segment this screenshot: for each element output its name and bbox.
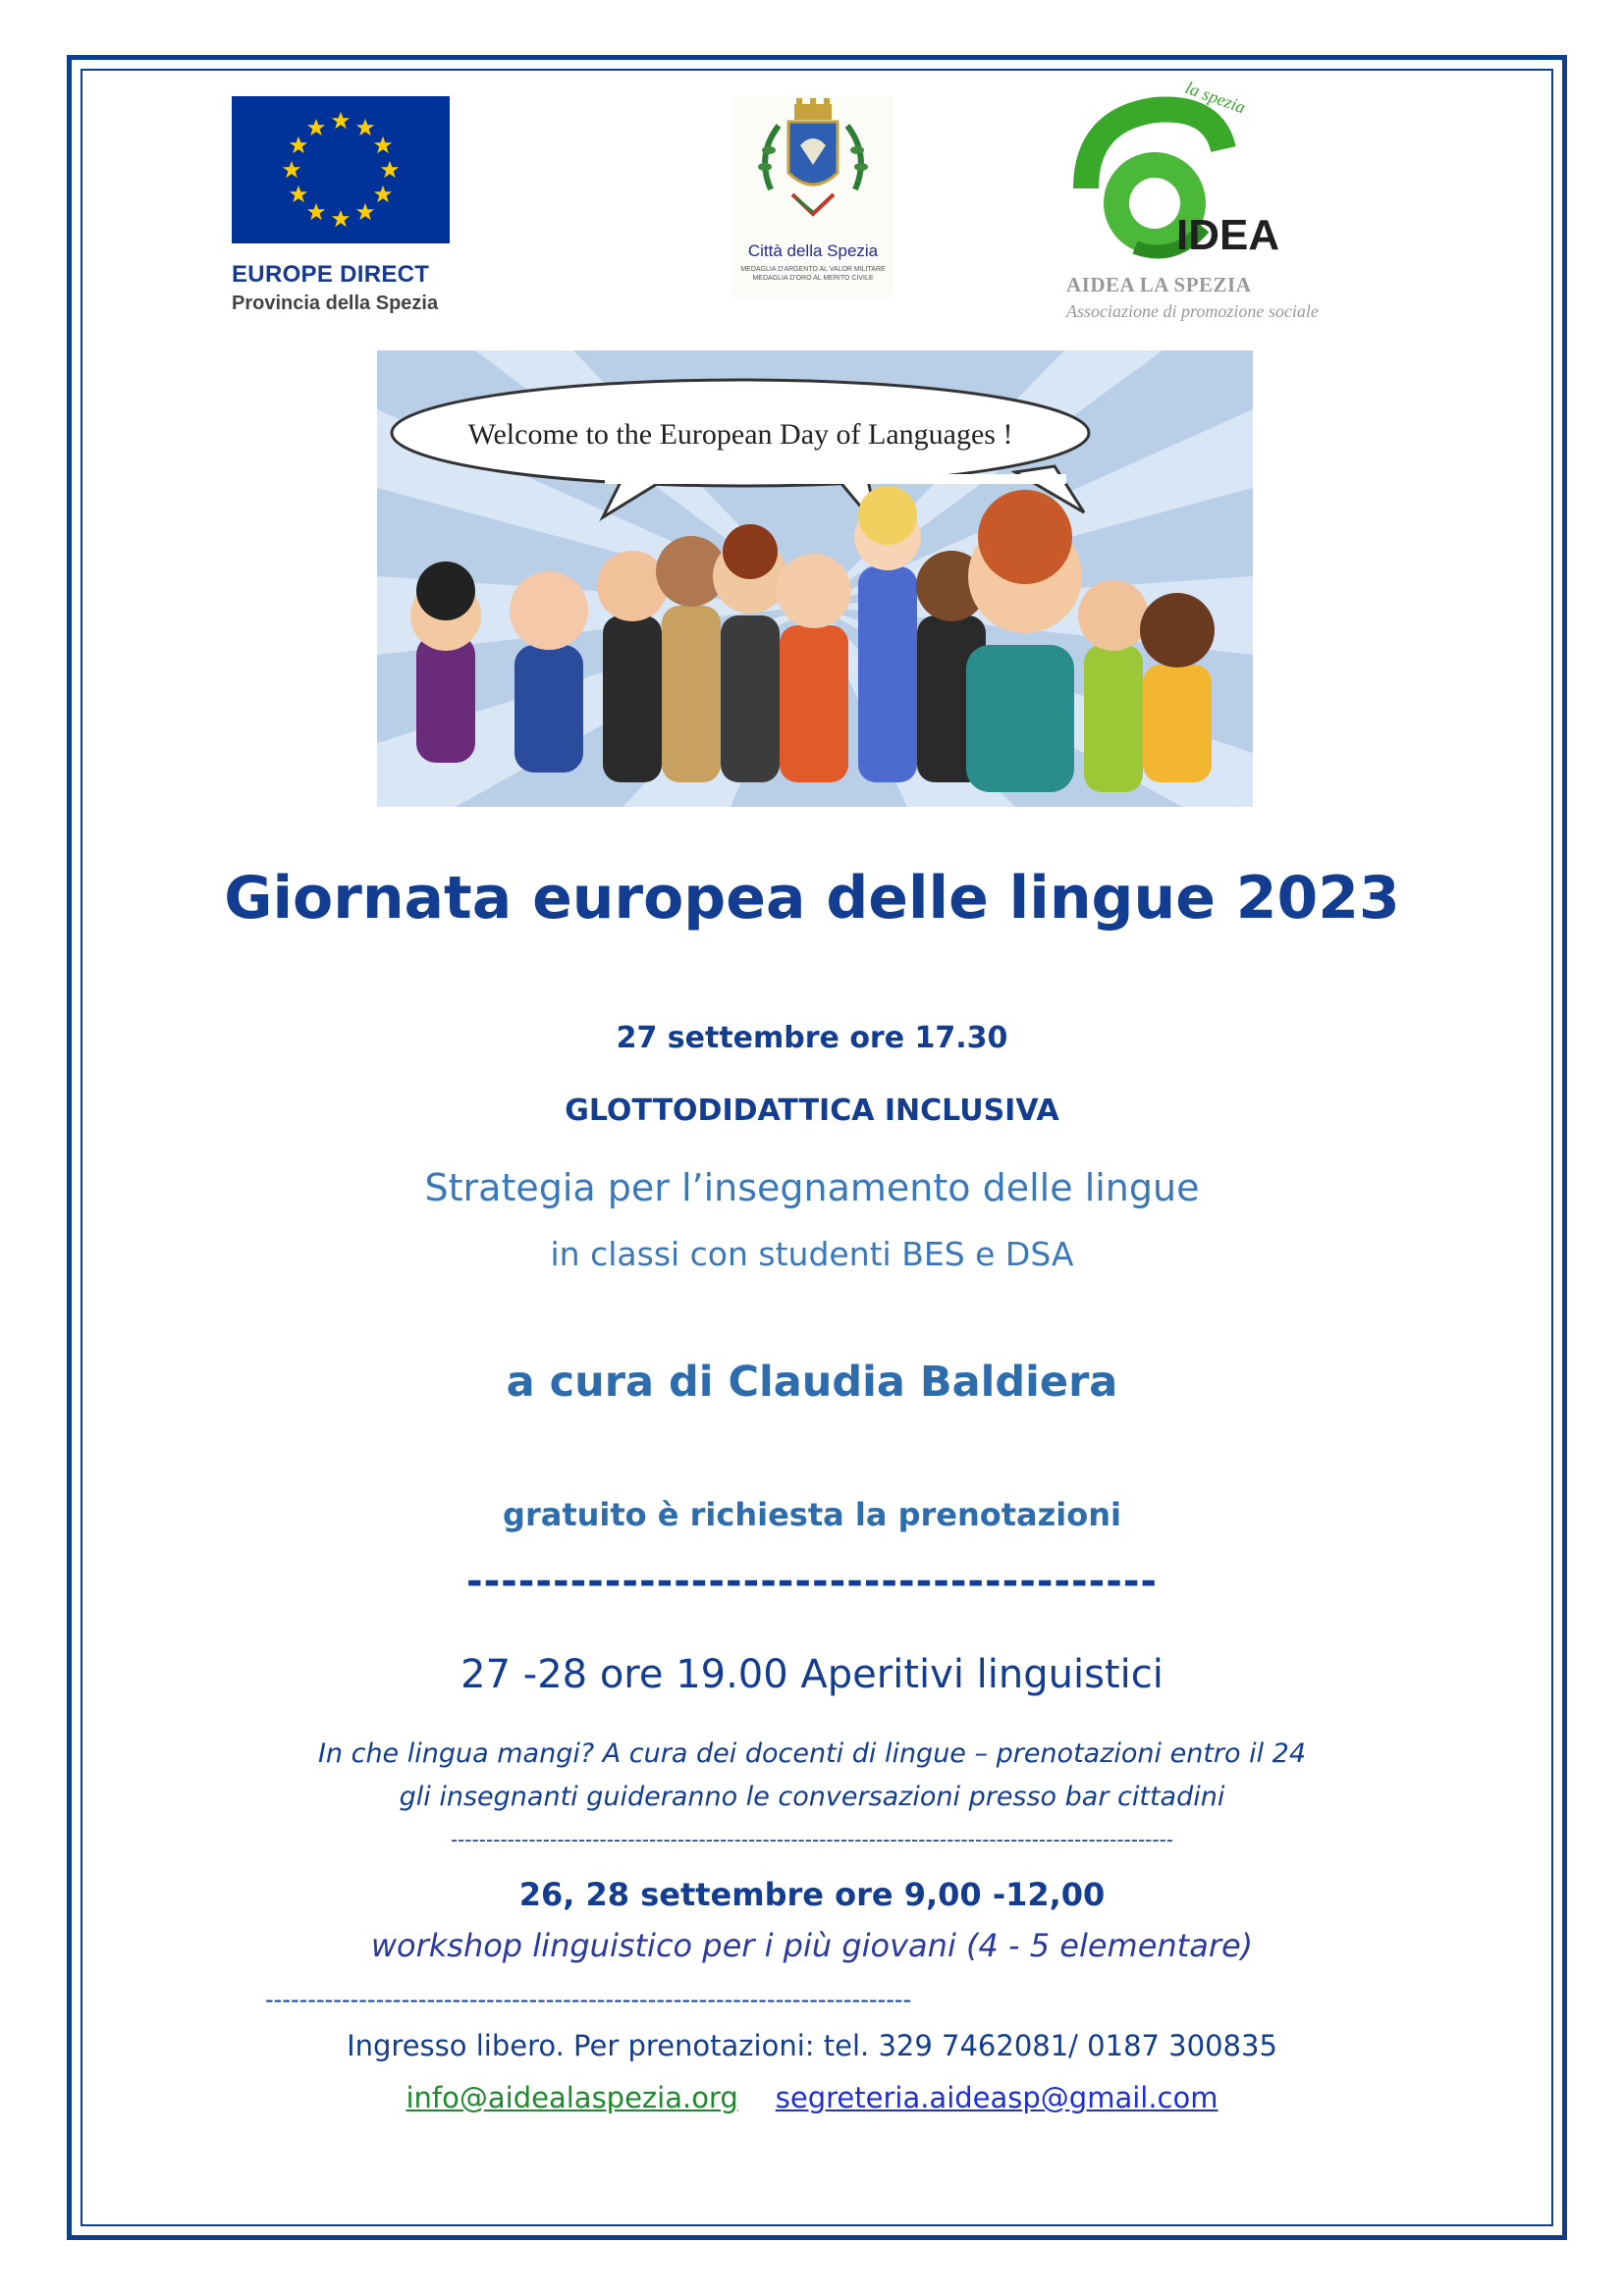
europe-direct-subtitle: Provincia della Spezia (232, 293, 439, 314)
workshop-date: 26, 28 settembre ore 9,00 -12,00 (518, 1876, 1106, 1913)
aperitivi-description-line-2: gli insegnanti guideranno le conversazioni presso bar cittadini (399, 1782, 1225, 1812)
aidea-subtitle: Associazione di promozione sociale (1066, 301, 1319, 321)
event-title: Giornata europea delle lingue 2023 (224, 864, 1400, 933)
aperitivi-description-line-1: In che lingua mangi? A cura dei docenti di lingue – prenotazioni entro il 24 (317, 1738, 1307, 1769)
aidea-name: AIDEA LA SPEZIA (1066, 273, 1252, 296)
eu-star-icon (372, 134, 394, 156)
separator-line: ---------------------------------------------------------------------------- (265, 1986, 912, 2013)
city-name: Città della Spezia (747, 241, 879, 260)
separator-line: ---------------------------------------- (465, 1559, 1159, 1604)
eu-flag-logo (232, 96, 450, 243)
contact-line: Ingresso libero. Per prenotazioni: tel. 329 7462081/ 0187 300835 (347, 2029, 1277, 2062)
eu-star-icon (281, 159, 302, 181)
email-link-segreteria[interactable]: segreteria.aideasp@gmail.com (775, 2081, 1218, 2114)
eu-star-icon (330, 208, 352, 230)
speech-bubble-text: Welcome to the European Day of Languages ! (467, 418, 1013, 451)
event-date: 27 settembre ore 17.30 (616, 1021, 1008, 1055)
email-links (0, 2081, 1624, 2114)
event-subject: GLOTTODIDATTICA INCLUSIVA (565, 1094, 1059, 1128)
europe-direct-title: EUROPE DIRECT (232, 261, 430, 288)
city-medal-subtitle: MEDAGLIA D'ARGENTO AL VALOR MILITARE MEDAGLIA D'ORO AL MERITO CIVILE (740, 266, 886, 282)
strategy-line-1: Strategia per l’insegnamento delle lingue (424, 1166, 1200, 1209)
separator-line: ------------------------------------------------------------------------------------------------------ (450, 1828, 1174, 1851)
email-link-info[interactable]: info@aidealaspezia.org (406, 2081, 738, 2114)
strategy-line-2: in classi con studenti BES e DSA (550, 1235, 1074, 1273)
booking-note: gratuito è richiesta la prenotazioni (503, 1496, 1121, 1533)
workshop-description: workshop linguistico per i più giovani (4 - 5 elementare) (370, 1927, 1254, 1964)
eu-star-icon (305, 117, 327, 138)
eu-star-icon (330, 110, 352, 132)
aidea-tagline: la spezia (1182, 80, 1249, 118)
eu-star-icon (379, 159, 401, 181)
event-curator: a cura di Claudia Baldiera (506, 1358, 1118, 1407)
aidea-wordmark: IDEA (1176, 211, 1280, 259)
eu-star-icon (354, 201, 376, 223)
aidea-logo (1066, 80, 1282, 267)
aperitivi-heading: 27 -28 ore 19.00 Aperitivi linguistici (460, 1652, 1164, 1697)
eu-star-icon (288, 184, 309, 205)
european-day-languages-illustration (377, 350, 1253, 807)
